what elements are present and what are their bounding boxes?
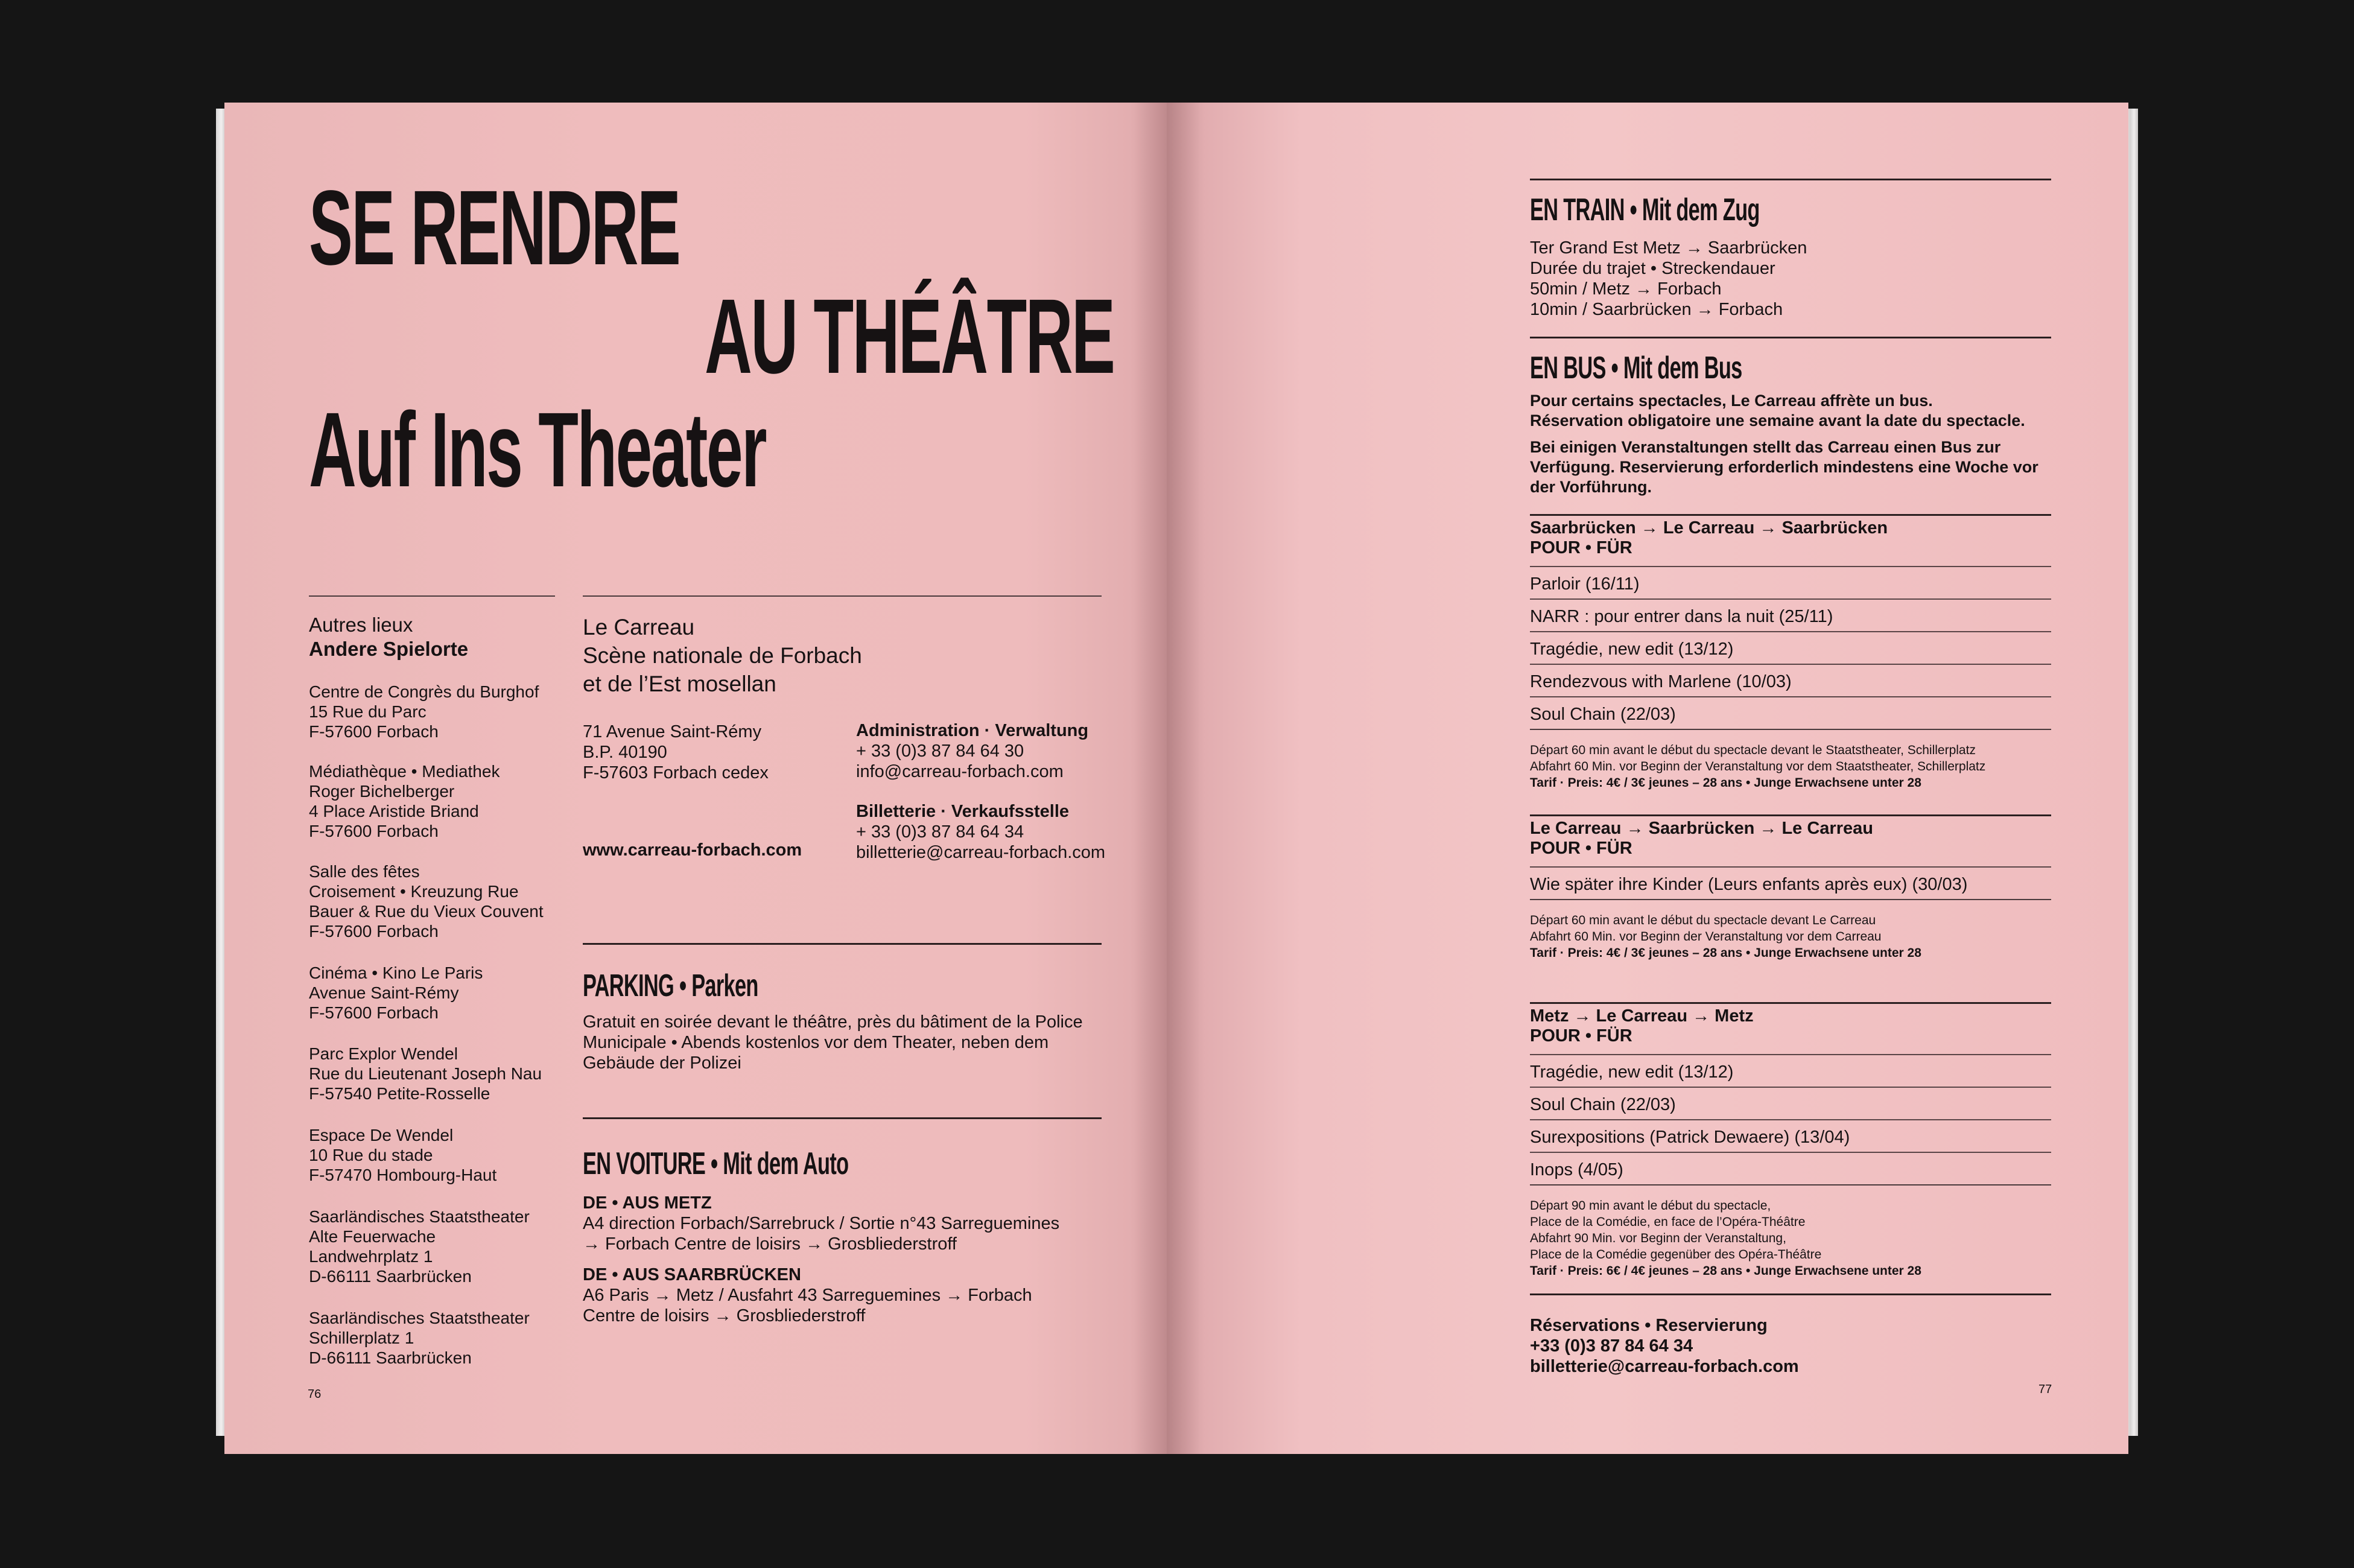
show-row [1530, 664, 2051, 696]
venues-heading-de: Andere Spielorte [309, 638, 469, 660]
bus-intro-1: Pour certains spectacles, Le Carreau affrète un bus. [1530, 392, 1933, 410]
ticket-email[interactable]: billetterie@carreau-forbach.com [856, 843, 1106, 862]
admin-phone: + 33 (0)3 87 84 64 30 [856, 741, 1024, 761]
metz-label: DE • AUS METZ [583, 1193, 712, 1213]
venue-address-line: F-57600 Forbach [309, 1003, 439, 1022]
venues-heading-fr: Autres lieux [309, 614, 413, 636]
show-title: Soul Chain (22/03) [1530, 705, 1676, 724]
venue-name: Saarländisches Staatstheater [309, 1207, 530, 1226]
route-tarif: Tarif · Preis: 4€ / 3€ jeunes – 28 ans • Junge Erwachsene unter 28 [1530, 946, 1921, 960]
title-line-1: SE RENDRE [309, 169, 680, 287]
bus-rule [1530, 337, 2051, 338]
carreau-subtitle-2: et de l’Est mosellan [583, 671, 776, 696]
reservations-rule [1530, 1293, 2051, 1295]
carreau-address-2: B.P. 40190 [583, 743, 667, 762]
route-rule [1530, 1002, 2051, 1004]
venue-name: Médiathèque • Mediathek [309, 762, 500, 781]
show-list-end-rule [1530, 729, 2051, 730]
ticket-phone: + 33 (0)3 87 84 64 34 [856, 822, 1024, 842]
bus-heading: EN BUS • Mit dem Bus [1530, 351, 1742, 386]
show-title: Rendezvous with Marlene (10/03) [1530, 672, 1792, 691]
show-title: Inops (4/05) [1530, 1160, 1623, 1179]
venue-name: Salle des fêtes [309, 862, 420, 881]
route-pour-label: POUR • FÜR [1530, 538, 1632, 557]
carreau-name: Le Carreau [583, 615, 695, 640]
venue-address-line: F-57600 Forbach [309, 822, 439, 840]
bus-intro-3: Bei einigen Veranstaltungen stellt das Carreau einen Bus zur [1530, 438, 2001, 456]
venue-address-line: F-57540 Petite-Rosselle [309, 1084, 490, 1103]
venue-name: Roger Bichelberger [309, 782, 455, 801]
show-row [1530, 631, 2051, 664]
metz-line-2: → Forbach Centre de loisirs → Grosbliederstroff [583, 1234, 957, 1254]
saar-line-2: Centre de loisirs → Grosbliederstroff [583, 1306, 866, 1325]
venue-name: Espace De Wendel [309, 1126, 454, 1144]
parking-line-1: Gratuit en soirée devant le théâtre, près du bâtiment de la Police [583, 1012, 1083, 1032]
metz-line-1: A4 direction Forbach/Sarrebruck / Sortie n°43 Sarreguemines [583, 1214, 1060, 1233]
route-note: Place de la Comédie, en face de l’Opéra-Théâtre [1530, 1215, 1806, 1229]
venue-name: Parc Explor Wendel [309, 1044, 458, 1063]
route-note: Départ 60 min avant le début du spectacle devant le Staatstheater, Schillerplatz [1530, 743, 1976, 757]
route-title: Le Carreau → Saarbrücken → Le Carreau [1530, 819, 1873, 838]
venue-address-line: Rue du Lieutenant Joseph Nau [309, 1064, 542, 1083]
train-rule [1530, 179, 2051, 180]
voiture-heading: EN VOITURE • Mit dem Auto [583, 1146, 849, 1181]
route-rule [1530, 514, 2051, 516]
venue-address-line: Avenue Saint-Rémy [309, 983, 459, 1002]
route-note: Départ 60 min avant le début du spectacle devant Le Carreau [1530, 913, 1876, 927]
venue-address-line: 4 Place Aristide Briand [309, 802, 479, 821]
bus-intro-4: Verfügung. Reservierung erforderlich mindestens eine Woche vor [1530, 458, 2038, 476]
route-pour-label: POUR • FÜR [1530, 839, 1632, 858]
gutter-shadow [1134, 103, 1201, 1454]
show-row [1530, 696, 2051, 729]
route-title: Metz → Le Carreau → Metz [1530, 1006, 1754, 1026]
show-row [1530, 566, 2051, 598]
show-title: Tragédie, new edit (13/12) [1530, 1062, 1734, 1082]
show-row [1530, 1087, 2051, 1119]
parking-rule [583, 943, 1102, 945]
bus-intro-5: der Vorführung. [1530, 478, 1652, 496]
venue-address-line: F-57600 Forbach [309, 922, 439, 941]
reservations-phone: +33 (0)3 87 84 64 34 [1530, 1336, 1693, 1356]
train-line-1: Ter Grand Est Metz → Saarbrücken [1530, 238, 1807, 258]
route-rule [1530, 814, 2051, 816]
venue-address-line: Schillerplatz 1 [309, 1328, 414, 1347]
venues-rule [309, 595, 555, 597]
venue-address-line: Croisement • Kreuzung Rue [309, 882, 519, 901]
train-line-4: 10min / Saarbrücken → Forbach [1530, 300, 1783, 319]
route-title: Saarbrücken → Le Carreau → Saarbrücken [1530, 518, 1888, 538]
show-title: Parloir (16/11) [1530, 574, 1640, 594]
venue-address-line: Bauer & Rue du Vieux Couvent [309, 902, 544, 921]
parking-line-3: Gebäude der Polizei [583, 1053, 741, 1073]
train-line-3: 50min / Metz → Forbach [1530, 279, 1722, 299]
venue-name: Cinéma • Kino Le Paris [309, 963, 483, 982]
route-note: Abfahrt 90 Min. vor Beginn der Veranstaltung, [1530, 1231, 1786, 1245]
admin-email[interactable]: info@carreau-forbach.com [856, 762, 1064, 781]
show-row [1530, 1054, 2051, 1087]
train-line-2: Durée du trajet • Streckendauer [1530, 259, 1775, 278]
parking-heading: PARKING • Parken [583, 968, 758, 1003]
reservations-label: Réservations • Reservierung [1530, 1316, 1768, 1335]
parking-line-2: Municipale • Abends kostenlos vor dem Theater, neben dem [583, 1033, 1049, 1052]
ticket-label: Billetterie · Verkaufsstelle [856, 802, 1069, 821]
carreau-website[interactable]: www.carreau-forbach.com [583, 840, 802, 860]
venue-address-line: F-57600 Forbach [309, 722, 439, 741]
route-note: Abfahrt 60 Min. vor Beginn der Veranstaltung vor dem Staatstheater, Schillerplatz [1530, 760, 1986, 773]
show-list-end-rule [1530, 899, 2051, 900]
route-note: Place de la Comédie gegenüber des Opéra-Théâtre [1530, 1248, 1822, 1262]
route-pour-label: POUR • FÜR [1530, 1026, 1632, 1046]
reservations-email[interactable]: billetterie@carreau-forbach.com [1530, 1357, 1799, 1376]
show-title: Tragédie, new edit (13/12) [1530, 640, 1734, 659]
venue-name: Alte Feuerwache [309, 1227, 436, 1246]
venue-address-line: 15 Rue du Parc [309, 702, 427, 721]
voiture-rule [583, 1117, 1102, 1119]
train-heading: EN TRAIN • Mit dem Zug [1530, 192, 1760, 227]
show-title: Surexpositions (Patrick Dewaere) (13/04) [1530, 1128, 1850, 1147]
show-title: Soul Chain (22/03) [1530, 1095, 1676, 1114]
route-note: Départ 90 min avant le début du spectacle, [1530, 1199, 1771, 1213]
title-line-3: Auf Ins Theater [309, 391, 766, 509]
show-title: Wie später ihre Kinder (Leurs enfants après eux) (30/03) [1530, 875, 1968, 894]
venue-name: Centre de Congrès du Burghof [309, 682, 539, 701]
bus-intro-2: Réservation obligatoire une semaine avant la date du spectacle. [1530, 411, 2025, 430]
carreau-subtitle-1: Scène nationale de Forbach [583, 643, 862, 668]
venue-address-line: Landwehrplatz 1 [309, 1247, 433, 1266]
show-title: NARR : pour entrer dans la nuit (25/11) [1530, 607, 1833, 626]
title-line-2: AU THÉÂTRE [705, 278, 1114, 396]
route-tarif: Tarif · Preis: 6€ / 4€ jeunes – 28 ans • Junge Erwachsene unter 28 [1530, 1264, 1921, 1278]
route-tarif: Tarif · Preis: 4€ / 3€ jeunes – 28 ans • Junge Erwachsene unter 28 [1530, 776, 1921, 790]
venue-address-line: D-66111 Saarbrücken [309, 1348, 472, 1367]
show-row [1530, 1119, 2051, 1152]
show-row [1530, 1152, 2051, 1184]
admin-label: Administration · Verwaltung [856, 721, 1089, 740]
page-number-right: 77 [2038, 1383, 2052, 1396]
route-note: Abfahrt 60 Min. vor Beginn der Veranstaltung vor dem Carreau [1530, 930, 1882, 944]
carreau-rule [583, 595, 1102, 597]
show-row [1530, 866, 2051, 899]
page-number-left: 76 [308, 1388, 322, 1401]
carreau-address-1: 71 Avenue Saint-Rémy [583, 722, 762, 741]
saar-label: DE • AUS SAARBRÜCKEN [583, 1265, 801, 1284]
venue-address-line: 10 Rue du stade [309, 1146, 433, 1164]
saar-line-1: A6 Paris → Metz / Ausfahrt 43 Sarreguemines → Forbach [583, 1286, 1032, 1305]
show-list-end-rule [1530, 1184, 2051, 1186]
venue-address-line: D-66111 Saarbrücken [309, 1267, 472, 1286]
venue-name: Saarländisches Staatstheater [309, 1309, 530, 1327]
show-row [1530, 598, 2051, 631]
carreau-address-3: F-57603 Forbach cedex [583, 763, 769, 782]
venue-address-line: F-57470 Hombourg-Haut [309, 1166, 497, 1184]
